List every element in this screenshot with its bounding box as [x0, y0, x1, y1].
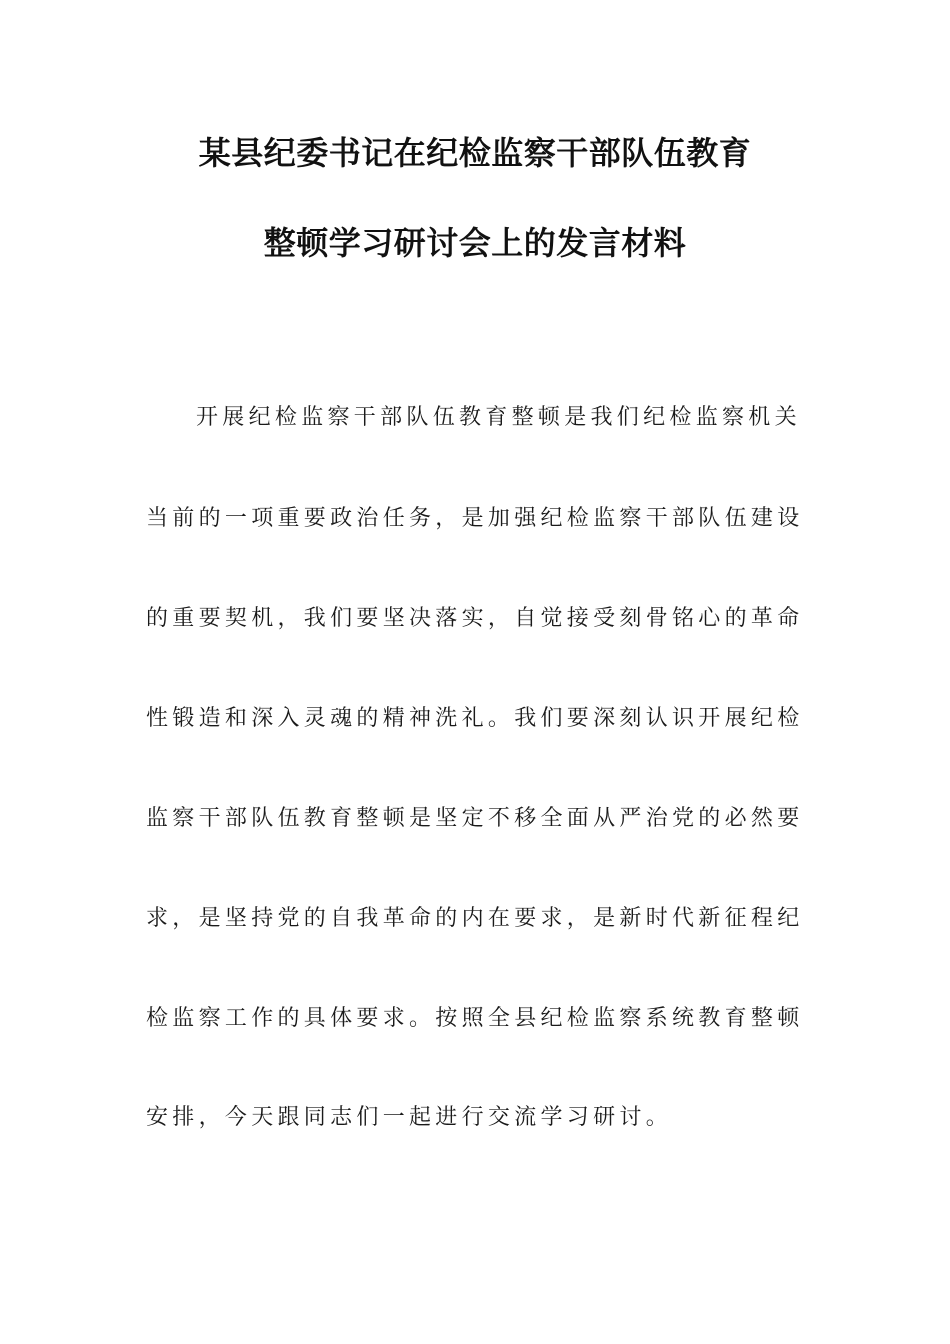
paragraph-line: 安排，今天跟同志们一起进行交流学习研讨。 — [146, 1105, 673, 1130]
document-title-line-1: 某县纪委书记在纪检监察干部队伍教育 — [198, 134, 752, 172]
document-title-line-2: 整顿学习研讨会上的发言材料 — [263, 224, 687, 262]
paragraph-line: 检监察工作的具体要求。按照全县纪检监察系统教育整顿 — [146, 1006, 804, 1031]
paragraph-line: 性锻造和深入灵魂的精神洗礼。我们要深刻认识开展纪检 — [146, 706, 804, 731]
paragraph-line: 监察干部队伍教育整顿是坚定不移全面从严治党的必然要 — [146, 806, 804, 831]
paragraph-line: 当前的一项重要政治任务，是加强纪检监察干部队伍建设 — [146, 506, 804, 531]
paragraph-line: 开展纪检监察干部队伍教育整顿是我们纪检监察机关 — [196, 405, 801, 430]
paragraph-line: 求，是坚持党的自我革命的内在要求，是新时代新征程纪 — [146, 906, 804, 931]
paragraph-line: 的重要契机，我们要坚决落实，自觉接受刻骨铭心的革命 — [146, 606, 804, 631]
